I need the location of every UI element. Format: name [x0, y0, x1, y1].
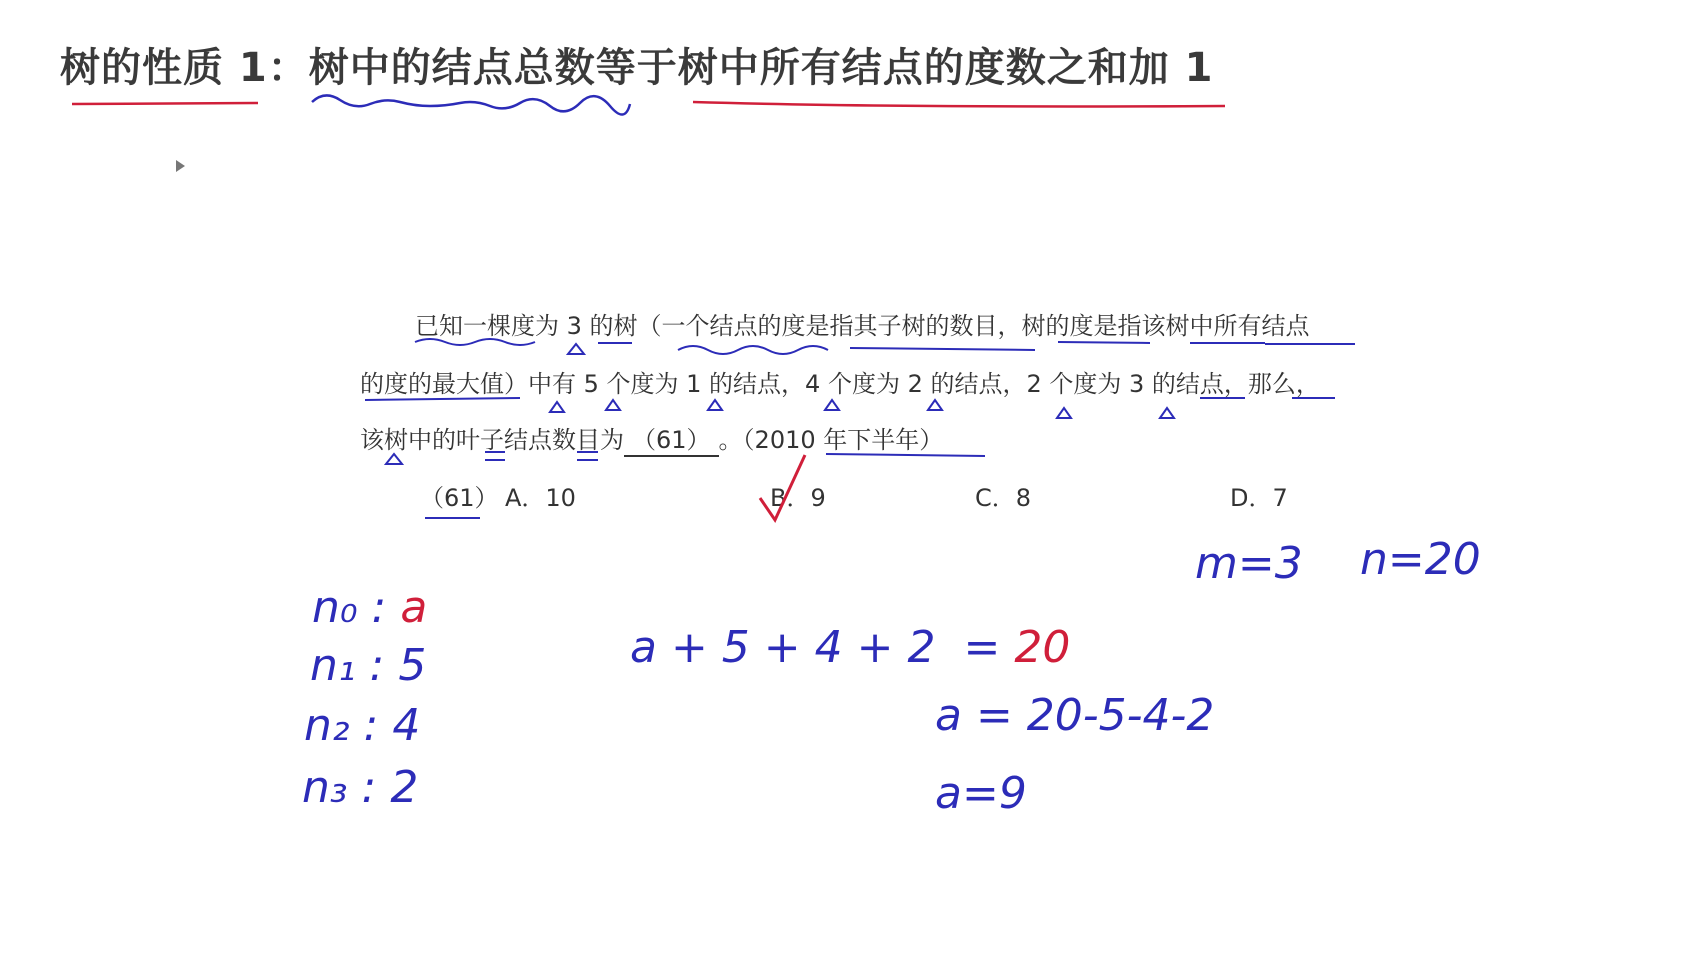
handwritten-sum-equals: = [963, 622, 1001, 673]
triangle-mark-5-b [606, 400, 620, 410]
triangle-mark-4 [825, 400, 839, 410]
question-line-3 [360, 420, 1370, 457]
handwritten-n0-row [312, 582, 427, 633]
triangle-mark-2b [1057, 408, 1071, 418]
handwritten-n-equation: n=20 [1360, 534, 1481, 585]
cursor-icon [176, 160, 185, 172]
question-line-1: 已知一棵度为 3 的树（一个结点的度是指其子树的数目，树的度是指该树中所有结点 [415, 312, 1310, 340]
triangle-mark-1 [708, 400, 722, 410]
page-title: 树的性质 1：树中的结点总数等于树中所有结点的度数之和加 1 [60, 45, 1214, 91]
underline-node-degree-wavy [678, 346, 828, 354]
option-b: B．9 [770, 484, 826, 512]
handwritten-n1-row: n₁ : 5 [310, 640, 427, 691]
handwritten-sum-lhs: a + 5 + 4 + 2 [630, 622, 936, 673]
triangle-mark-3 [568, 344, 584, 354]
option-label: （61） [420, 484, 499, 512]
option-a: A．10 [505, 484, 576, 512]
handwritten-m-equation: m=3 [1195, 538, 1303, 589]
handwritten-result: a=9 [935, 768, 1027, 819]
handwritten-n0-value: a [400, 582, 428, 633]
triangle-mark-2 [928, 400, 942, 410]
option-d: D．7 [1230, 484, 1288, 512]
title-underline-red-right [693, 102, 1225, 107]
handwritten-solve-step: a = 20-5-4-2 [935, 690, 1215, 741]
underline-tree-degree [1058, 342, 1150, 343]
option-c: C．8 [975, 484, 1032, 512]
answer-blank: （61） [624, 420, 719, 457]
underline-subtree-count [850, 348, 1035, 350]
question-line-2: 的度的最大值）中有 5 个度为 1 的结点，4 个度为 2 的结点，2 个度为 3 的结点，那么， [360, 370, 1320, 398]
handwritten-sum-rhs: 20 [1014, 622, 1071, 673]
handwritten-sum-equation [630, 622, 1070, 673]
question-line-3-end: 。（2010 年下半年） [718, 426, 944, 454]
triangle-mark-3b [1160, 408, 1174, 418]
handwritten-n3-row: n₃ : 2 [302, 762, 419, 813]
question-line-3-start: 该树中的叶子结点数目为 [360, 426, 624, 454]
title-underline-red-left [72, 103, 258, 104]
handwritten-n0-label: n₀ : [312, 582, 387, 633]
triangle-mark-5-a [550, 402, 564, 412]
title-underline-wavy [312, 95, 630, 114]
handwritten-n2-row: n₂ : 4 [304, 700, 421, 751]
